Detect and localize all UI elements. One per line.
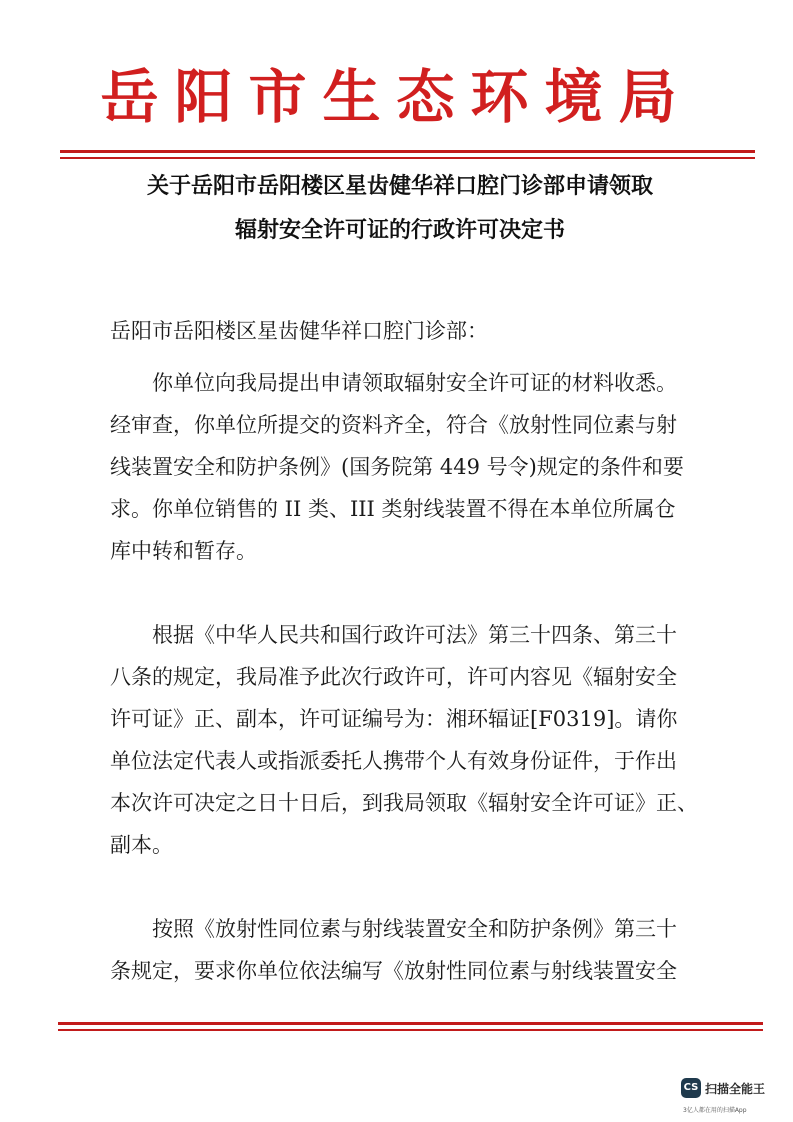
paragraph-line: 单位法定代表人或指派委托人携带个人有效身份证件，于作出 (110, 749, 677, 773)
footer-red-rule-thin (58, 1029, 763, 1031)
letterhead-org-name: 岳阳市生态环境局 (100, 63, 693, 131)
paragraph-1 (110, 362, 710, 572)
paragraph-line: 根据《中华人民共和国行政许可法》第三十四条、第三十 (152, 623, 677, 647)
scanner-app-name: 扫描全能王 (705, 1082, 766, 1096)
paragraph-line: 按照《放射性同位素与射线装置安全和防护条例》第三十 (152, 917, 677, 941)
paragraph-line: 条规定，要求你单位依法编写《放射性同位素与射线装置安全 (110, 959, 677, 983)
paragraph-line: 库中转和暂存。 (110, 539, 257, 563)
document-title-line-2: 辐射安全许可证的行政许可决定书 (234, 218, 565, 243)
document-title-line-1: 关于岳阳市岳阳楼区星齿健华祥口腔门诊部申请领取 (146, 174, 653, 199)
scanner-tagline: 3亿人都在用的扫描App (683, 1107, 747, 1114)
paragraph-line: 求。你单位销售的 II 类、III 类射线装置不得在本单位所属仓 (110, 497, 676, 521)
header-red-rule-thin (60, 157, 755, 159)
paragraph-line: 八条的规定，我局准予此次行政许可，许可内容见《辐射安全 (110, 665, 677, 689)
header-red-rule-thick (60, 150, 755, 153)
paragraph-line: 副本。 (110, 833, 173, 857)
paragraph-line: 许可证》正、副本，许可证编号为：湘环辐证[F0319]。请你 (110, 707, 678, 731)
paragraph-2 (110, 614, 710, 866)
paragraph-line: 本次许可决定之日十日后，到我局领取《辐射安全许可证》正、 (110, 791, 698, 815)
footer-red-rule-thick (58, 1022, 763, 1025)
paragraph-line: 经审查，你单位所提交的资料齐全，符合《放射性同位素与射 (110, 413, 677, 437)
scanner-logo-icon: CS (681, 1078, 701, 1098)
paragraph-line: 线装置安全和防护条例》(国务院第 449 号令)规定的条件和要 (110, 455, 684, 479)
paragraph-line: 你单位向我局提出申请领取辐射安全许可证的材料收悉。 (152, 371, 677, 395)
scanner-app-watermark (681, 1078, 789, 1120)
addressee: 岳阳市岳阳楼区星齿健华祥口腔门诊部： (110, 319, 488, 343)
paragraph-3 (110, 908, 710, 992)
